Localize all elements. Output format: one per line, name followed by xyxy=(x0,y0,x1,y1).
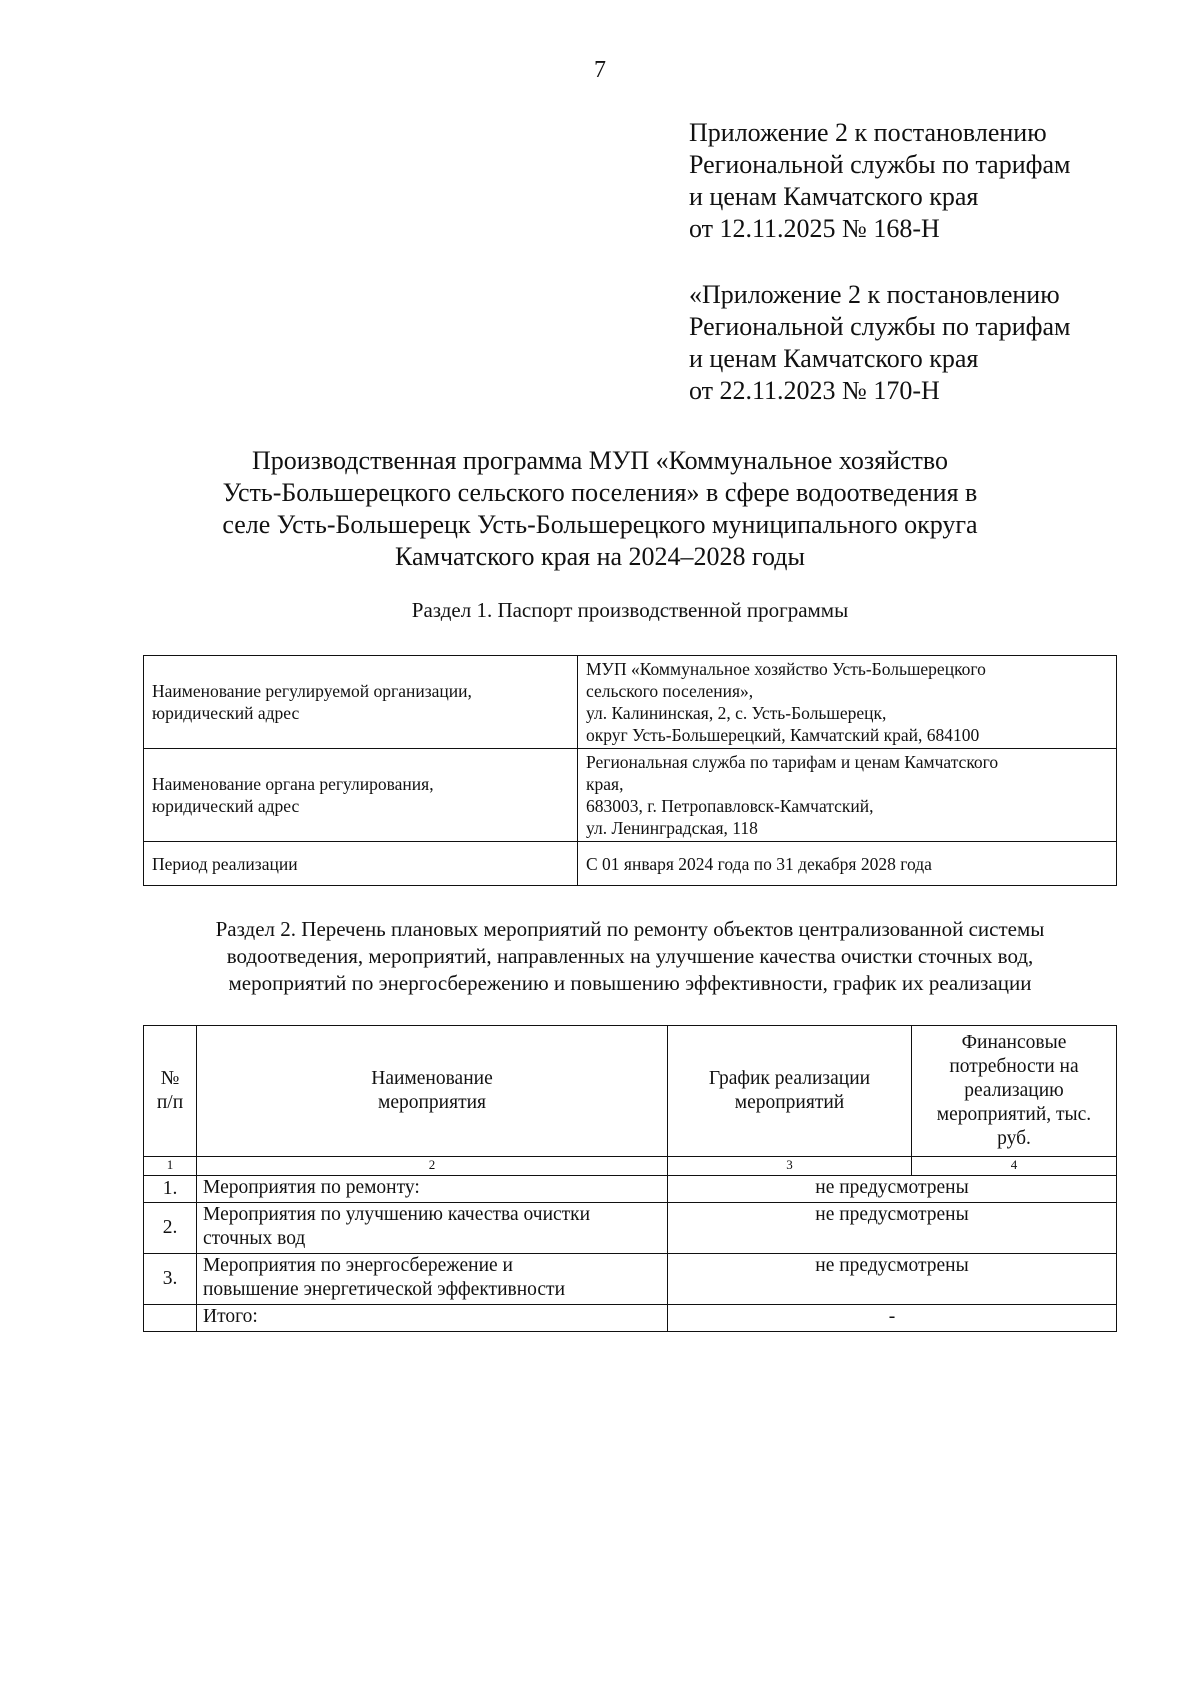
cell-line: Период реализации xyxy=(152,853,298,874)
appendix-line: и ценам Камчатского края xyxy=(689,182,979,211)
header-line: мероприятий, тыс. xyxy=(936,1104,1092,1125)
cell-line: ул. Калининская, 2, с. Усть-Большерецк, xyxy=(586,703,887,723)
title-line: селе Усть-Большерецк Усть-Большерецкого муниципального округа xyxy=(222,510,978,539)
heading-line: водоотведения, мероприятий, направленных на улучшение качества очистки сточных вод, xyxy=(226,944,1034,968)
table-row xyxy=(144,1176,1117,1203)
cell-line: Мероприятия по ремонту: xyxy=(203,1177,420,1198)
cell-line: МУП «Коммунальное хозяйство Усть-Большерецкого xyxy=(586,659,986,679)
total-row xyxy=(144,1305,1117,1332)
table-row xyxy=(144,749,1117,842)
table-row xyxy=(144,656,1117,749)
header-line: № xyxy=(160,1068,180,1089)
total-empty-cell xyxy=(144,1305,197,1332)
cell-line: сельского поселения», xyxy=(586,681,754,701)
total-value: - xyxy=(668,1305,1117,1332)
appendix-line: Региональной службы по тарифам xyxy=(689,150,1071,179)
header-line: потребности на xyxy=(949,1056,1079,1077)
cell-line: Наименование органа регулирования, xyxy=(152,774,434,794)
passport-label-cell xyxy=(144,842,578,886)
page-number: 7 xyxy=(594,57,606,83)
table-row xyxy=(144,1203,1117,1254)
cell-line: С 01 января 2024 года по 31 декабря 2028 года xyxy=(586,853,932,874)
title-line: Усть-Большерецкого сельского поселения» в сфере водоотведения в xyxy=(222,478,978,507)
column-header-name xyxy=(197,1026,668,1157)
cell-line: юридический адрес xyxy=(152,703,300,723)
passport-value-cell xyxy=(578,842,1117,886)
appendix-line: и ценам Камчатского края xyxy=(689,344,979,373)
column-number: 2 xyxy=(197,1157,668,1176)
cell-line: округ Усть-Большерецкий, Камчатский край, 684100 xyxy=(586,725,980,745)
title-line: Камчатского края на 2024–2028 годы xyxy=(394,542,806,571)
row-number: 1. xyxy=(144,1176,197,1203)
row-number: 2. xyxy=(144,1203,197,1254)
passport-table xyxy=(143,655,1117,886)
column-number: 4 xyxy=(912,1157,1117,1176)
appendix-line: от 12.11.2025 № 168-Н xyxy=(689,214,940,243)
appendix-line: «Приложение 2 к постановлению xyxy=(689,280,1060,309)
appendix-line: от 22.11.2023 № 170-Н xyxy=(689,376,940,405)
header-line: мероприятий xyxy=(734,1092,845,1113)
column-number-row xyxy=(144,1157,1117,1176)
cell-line: сточных вод xyxy=(203,1228,306,1249)
passport-label-cell xyxy=(144,749,578,842)
document-title xyxy=(150,445,1050,573)
measure-name xyxy=(197,1176,668,1203)
passport-label-cell xyxy=(144,656,578,749)
header-line: График реализации xyxy=(708,1068,871,1089)
header-line: Финансовые xyxy=(961,1032,1067,1053)
column-header-finance xyxy=(912,1026,1117,1157)
cell-line: Мероприятия по улучшению качества очистки xyxy=(203,1204,591,1225)
table-row xyxy=(144,1254,1117,1305)
column-header-schedule xyxy=(668,1026,912,1157)
measure-value: не предусмотрены xyxy=(668,1176,1117,1203)
measure-value: не предусмотрены xyxy=(668,1254,1117,1305)
total-label: Итого: xyxy=(197,1305,668,1332)
row-number: 3. xyxy=(144,1254,197,1305)
header-row xyxy=(144,1026,1117,1157)
measure-value: не предусмотрены xyxy=(668,1203,1117,1254)
passport-value-cell xyxy=(578,656,1117,749)
measure-name xyxy=(197,1203,668,1254)
header-line: реализацию xyxy=(964,1080,1064,1101)
column-header-num xyxy=(144,1026,197,1157)
header-line: Наименование xyxy=(371,1068,493,1089)
heading-line: мероприятий по энергосбережению и повышению эффективности, график их реализации xyxy=(228,971,1032,995)
cell-line: 683003, г. Петропавловск-Камчатский, xyxy=(586,796,874,816)
cell-line: юридический адрес xyxy=(152,796,300,816)
table-row xyxy=(144,842,1117,886)
appendix-line: Приложение 2 к постановлению xyxy=(689,118,1047,147)
heading-line: Раздел 2. Перечень плановых мероприятий по ремонту объектов централизованной системы xyxy=(215,917,1045,941)
section2-heading xyxy=(60,916,1200,997)
header-line: мероприятия xyxy=(377,1092,486,1113)
section1-heading: Раздел 1. Паспорт производственной программы xyxy=(411,598,849,622)
passport-value-cell xyxy=(578,749,1117,842)
measures-table xyxy=(143,1025,1117,1332)
cell-line: ул. Ленинградская, 118 xyxy=(586,818,758,838)
appendix-current-reference xyxy=(689,117,1159,245)
header-line: п/п xyxy=(156,1092,184,1113)
cell-line: Региональная служба по тарифам и ценам Камчатского xyxy=(586,752,999,772)
title-line: Производственная программа МУП «Коммунальное хозяйство xyxy=(251,446,949,475)
cell-line: Наименование регулируемой организации, xyxy=(152,681,472,701)
column-number: 1 xyxy=(144,1157,197,1176)
appendix-line: Региональной службы по тарифам xyxy=(689,312,1071,341)
measure-name xyxy=(197,1254,668,1305)
header-line: руб. xyxy=(997,1128,1031,1149)
cell-line: повышение энергетической эффективности xyxy=(203,1279,566,1300)
appendix-previous-reference xyxy=(689,279,1159,407)
column-number: 3 xyxy=(668,1157,912,1176)
cell-line: Мероприятия по энергосбережение и xyxy=(203,1255,513,1276)
cell-line: края, xyxy=(586,774,624,794)
